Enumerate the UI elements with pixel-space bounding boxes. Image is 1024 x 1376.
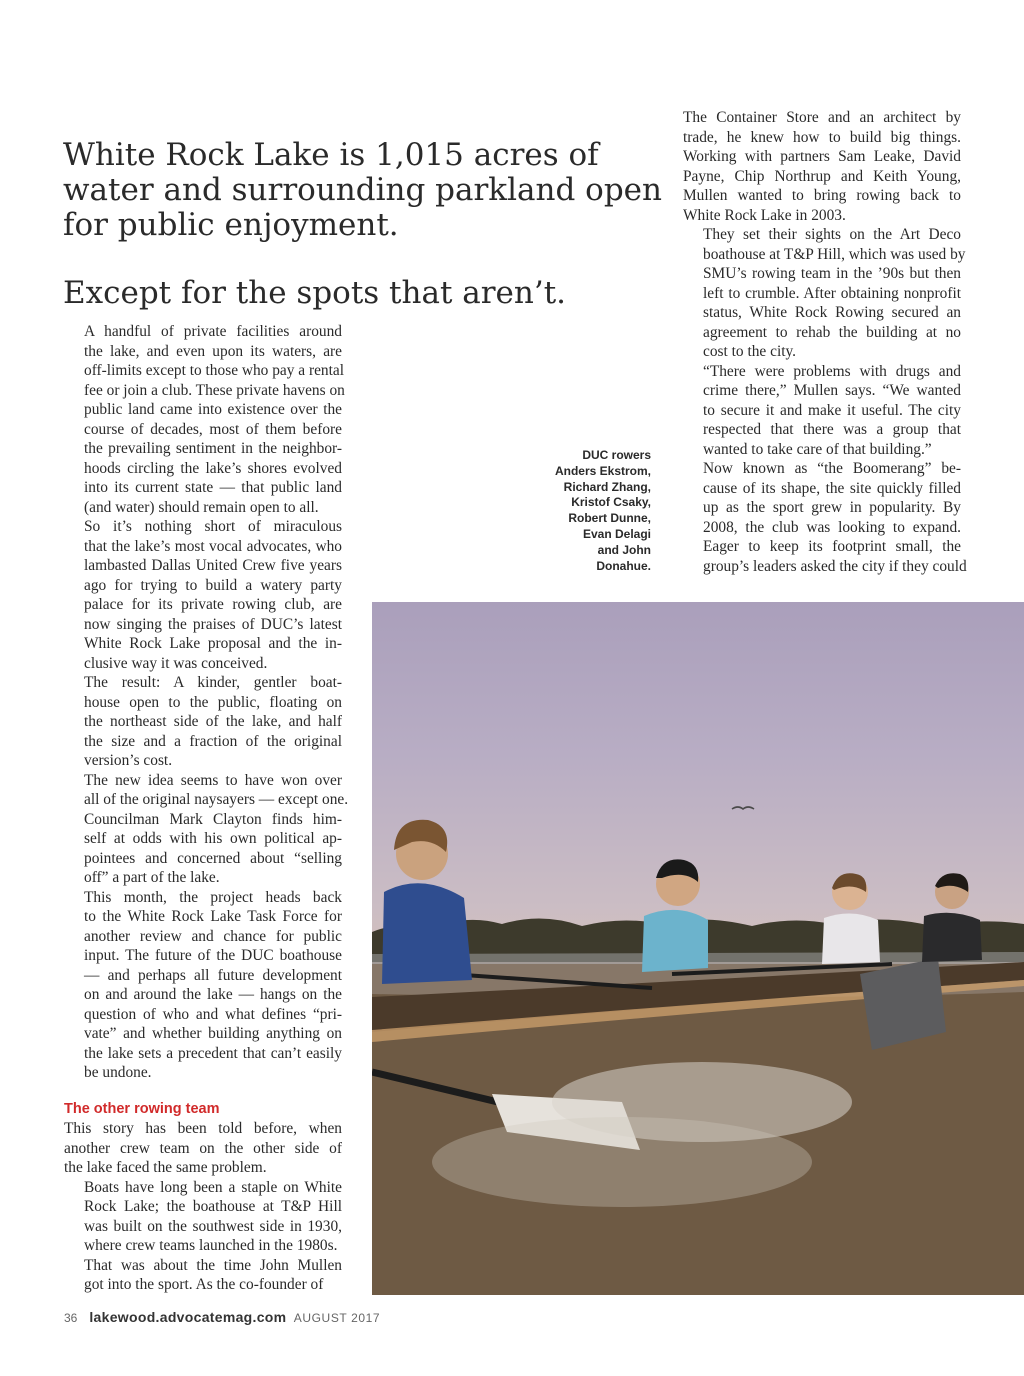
text-line: So it’s nothing short of miraculous [84, 518, 342, 535]
text-line: all of the original naysayers — except one. [84, 791, 349, 808]
caption-line: Robert Dunne, [568, 511, 651, 526]
text-line: 2008, the club was looking to expand. [703, 518, 961, 536]
text-line: The result: A kinder, gentler boat- [84, 674, 342, 691]
paragraph [683, 108, 961, 225]
text-line: crime there,” Mullen says. “We wanted [703, 382, 961, 399]
text-line: the lake faced the same problem. [64, 1159, 267, 1176]
text-line: another crew team on the other side of [64, 1139, 342, 1157]
section-subhead: The other rowing team [64, 1100, 220, 1117]
rower-1-shirt [382, 883, 472, 984]
caption-line: DUC rowers [582, 448, 651, 462]
text-line: palace for its private rowing club, are [84, 596, 342, 613]
paragraph [64, 517, 342, 673]
paragraph [64, 810, 342, 888]
text-line: Boats have long been a staple on White [84, 1178, 342, 1196]
paragraph [683, 459, 967, 576]
text-line: ago for trying to build a watery party [84, 576, 342, 594]
text-line: boathouse at T&P Hill, which was used by [703, 245, 966, 263]
headline-kicker: Except for the spots that aren’t. [63, 275, 567, 311]
paragraph [64, 1119, 342, 1178]
text-line: question of who and what defines “pri- [84, 1005, 342, 1023]
text-line: where crew teams launched in the 1980s. [84, 1237, 338, 1254]
text-line: SMU’s rowing team in the ’90s but then [703, 265, 961, 282]
text-line: They set their sights on the Art Deco [703, 226, 961, 243]
text-line: the size and a fraction of the original [84, 732, 342, 750]
paragraph [64, 1256, 342, 1295]
caption-line: Anders Ekstrom, [554, 463, 651, 478]
text-line: trade, he knew how to build big things. [683, 128, 961, 146]
photo-caption [530, 448, 651, 574]
headline-line-2: water and surrounding parkland open [63, 172, 662, 208]
website-url: lakewood.advocatemag.com [89, 1309, 287, 1325]
headline-line-3: for public enjoyment. [63, 207, 399, 243]
text-line: Eager to keep its footprint small, the [703, 538, 961, 555]
text-line: off-limits except to those who pay a rental [84, 362, 345, 379]
caption-line: Richard Zhang, [563, 479, 651, 494]
text-line: lambasted Dallas United Crew five years [84, 557, 342, 574]
text-line: agreement to rehab the building at no [703, 323, 961, 341]
text-line: vate” and whether building anything on [84, 1025, 342, 1042]
text-line: to secure it and make it useful. The city [703, 401, 961, 419]
text-line: up as the sport grew in popularity. By [703, 499, 961, 516]
text-line: left to crumble. After obtaining nonprofit [703, 284, 961, 302]
text-line: pointees and concerned about “selling [84, 849, 342, 867]
text-line: White Rock Lake proposal and the in- [84, 635, 342, 652]
paragraph [64, 888, 342, 1083]
text-line: A handful of private facilities around [84, 323, 342, 340]
text-line: The Container Store and an architect by [683, 109, 961, 126]
text-line: course of decades, most of them before [84, 420, 342, 438]
text-line: fee or join a club. These private havens on [84, 381, 345, 399]
paragraph [64, 1178, 342, 1256]
text-line: public land came into existence over the [84, 401, 342, 418]
paragraph [64, 322, 345, 517]
text-line: input. The future of the DUC boathouse [84, 947, 342, 964]
page-number: 36 [64, 1311, 78, 1325]
headline-line-1: White Rock Lake is 1,015 acres of [63, 137, 599, 173]
rower-3-shirt [822, 913, 880, 964]
rowing-photo-illustration [372, 602, 1024, 1295]
text-line: be undone. [84, 1064, 152, 1081]
paragraph [64, 771, 349, 810]
text-line: status, White Rock Rowing secured an [703, 304, 961, 321]
text-line: group’s leaders asked the city if they could [703, 557, 967, 575]
caption-line: Evan Delagi [582, 526, 651, 541]
text-line: — and perhaps all future development [84, 966, 342, 984]
text-line: Payne, Chip Northrup and Keith Young, [683, 167, 961, 185]
text-line: version’s cost. [84, 752, 173, 769]
caption-line: Kristof Csaky, [571, 495, 651, 510]
headline [63, 138, 663, 311]
text-line: off” a part of the lake. [84, 869, 220, 886]
text-line: This month, the project heads back [84, 888, 342, 906]
caption-line: and John [597, 542, 651, 557]
rowing-photo [372, 602, 1024, 1295]
text-line: the lake, and even upon its waters, are [84, 342, 342, 360]
page-footer [64, 1309, 380, 1325]
article-right-column [683, 108, 967, 576]
water-spray-2 [432, 1117, 812, 1207]
text-line: “There were problems with drugs and [703, 362, 961, 380]
text-line: the prevailing sentiment in the neighbor- [84, 440, 342, 457]
text-line: now singing the praises of DUC’s latest [84, 615, 342, 633]
text-line: to the White Rock Lake Task Force for [84, 908, 342, 925]
text-line: the northeast side of the lake, and half [84, 713, 342, 730]
text-line: respected that there was a group that [703, 421, 961, 438]
text-line: Councilman Mark Clayton finds him- [84, 810, 342, 828]
text-line: cause of its shape, the site quickly filled [703, 479, 961, 497]
text-line: White Rock Lake in 2003. [683, 206, 846, 224]
text-line: Rock Lake; the boathouse at T&P Hill [84, 1198, 342, 1215]
text-line: wanted to take care of that building.” [703, 440, 932, 458]
paragraph [683, 362, 961, 460]
rower-4-shirt [922, 913, 982, 962]
text-line: house open to the public, floating on [84, 693, 342, 711]
text-line: self at odds with his own political ap- [84, 830, 342, 847]
issue-date: AUGUST 2017 [293, 1311, 381, 1325]
text-line: This story has been told before, when [64, 1120, 342, 1137]
text-line: hoods circling the lake’s shores evolved [84, 459, 342, 477]
caption-line: Donahue. [596, 558, 651, 573]
text-line: was built on the southwest side in 1930, [84, 1217, 342, 1235]
bird [732, 807, 754, 809]
text-line: Now known as “the Boomerang” be- [703, 460, 961, 477]
text-line: Mullen wanted to bring rowing back to [683, 187, 961, 204]
paragraph [64, 673, 342, 771]
text-line: into its current state — that public land [84, 479, 342, 496]
article-left-column [64, 322, 349, 1295]
text-line: (and water) should remain open to all. [84, 498, 319, 516]
text-line: The new idea seems to have won over [84, 771, 342, 789]
rower-2-shirt [642, 910, 708, 972]
text-line: clusive way it was conceived. [84, 654, 268, 672]
text-line: got into the sport. As the co-founder of [84, 1276, 324, 1293]
text-line: That was about the time John Mullen [84, 1256, 342, 1274]
text-line: Working with partners Sam Leake, David [683, 148, 961, 165]
text-line: cost to the city. [703, 343, 797, 360]
headline-spacer [63, 243, 663, 276]
paragraph [683, 225, 966, 362]
text-line: that the lake’s most vocal advocates, who [84, 537, 342, 555]
text-line: the lake sets a precedent that can’t easily [84, 1044, 342, 1062]
text-line: another review and chance for public [84, 927, 342, 945]
text-line: on and around the lake — hangs on the [84, 986, 342, 1003]
